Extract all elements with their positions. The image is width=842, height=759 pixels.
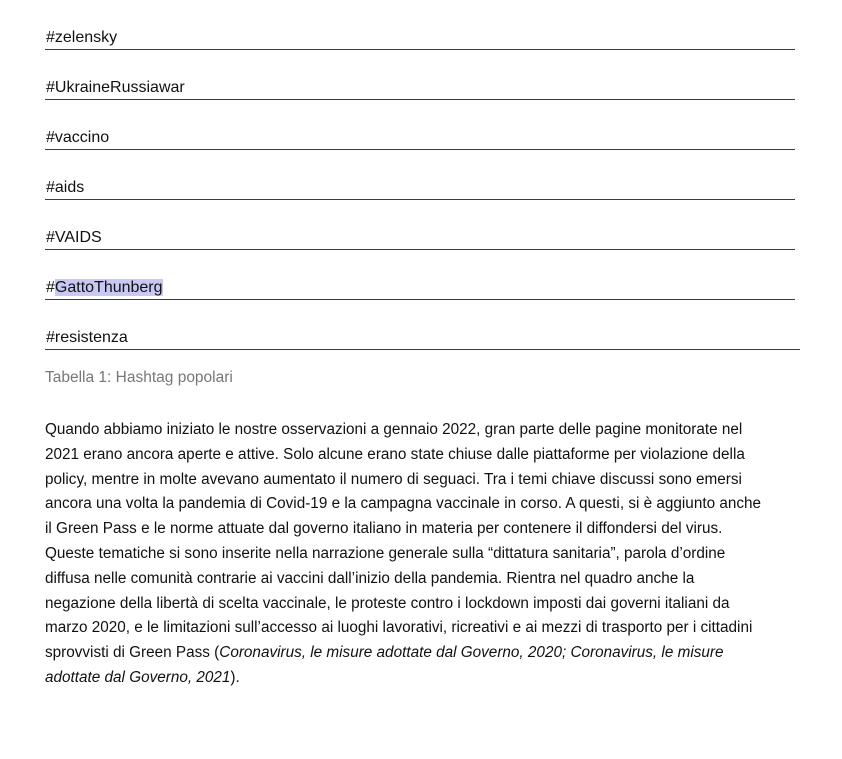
table-row	[45, 50, 795, 100]
table-row	[45, 150, 795, 200]
paragraph-line: 2021 erano ancora aperte e attive. Solo alcune erano state chiuse dalle piattaforme per violazione della	[45, 445, 745, 463]
paragraph-line: policy, mentre in molte avevano aumentato il numero di seguaci. Tra i temi chiave discussi sono emersi	[45, 470, 742, 488]
table-row	[45, 300, 800, 350]
paragraph-line: il Green Pass e le norme attuate dal governo italiano in materia per contenere il diffondersi del virus.	[45, 520, 723, 538]
table-caption: Tabella 1: Hashtag popolari	[45, 369, 233, 386]
line-text: ).	[230, 668, 240, 686]
body-paragraph	[45, 418, 825, 691]
selected-text[interactable]: GattoThunberg	[54, 279, 163, 296]
paragraph-line	[45, 666, 825, 691]
hashtag-table	[45, 0, 795, 350]
hashtag-cell: #zelensky	[46, 29, 118, 46]
citation: Coronavirus, le misure adottate dal Governo, 2020; Coronavirus, le misure	[219, 644, 724, 662]
hashtag-cell: #aids	[46, 179, 85, 196]
paragraph-line: negazione della libertà di scelta vaccinale, le proteste contro i lockdown imposti dai governi italiani da	[45, 594, 730, 612]
paragraph-line: diffusa nelle comunità contrarie ai vaccini dall’inizio della pandemia. Rientra nel quadro anche la	[45, 569, 695, 587]
paragraph-line: marzo 2020, e le limitazioni sull’accesso ai luoghi lavorativi, ricreativi e ai mezzi di trasporto per i cittadini	[45, 619, 753, 637]
paragraph-line: Quando abbiamo iniziato le nostre osservazioni a gennaio 2022, gran parte delle pagine monitorate nel	[45, 421, 743, 438]
paragraph-line: Queste tematiche si sono inserite nella narrazione generale sulla “dittatura sanitaria”, parola d’ordine	[45, 544, 726, 562]
line-text: sprovvisti di Green Pass (	[45, 644, 220, 662]
hashtag-cell: #vaccino	[46, 129, 110, 146]
hashtag-cell: #VAIDS	[46, 229, 102, 246]
paragraph-line	[45, 641, 825, 666]
table-row	[45, 0, 795, 50]
hashtag-cell: #resistenza	[46, 329, 128, 346]
table-row	[45, 200, 795, 250]
hashtag-cell-selected[interactable]	[46, 279, 163, 297]
paragraph-line: ancora una volta la pandemia di Covid-19 e la campagna vaccinale in corso. A questi, si è aggiunto anche	[45, 495, 762, 513]
hash-prefix: #	[46, 279, 55, 296]
citation: adottate dal Governo, 2021	[45, 668, 231, 686]
hashtag-cell: #UkraineRussiawar	[46, 79, 185, 96]
table-row	[45, 250, 795, 300]
table-row	[45, 100, 795, 150]
